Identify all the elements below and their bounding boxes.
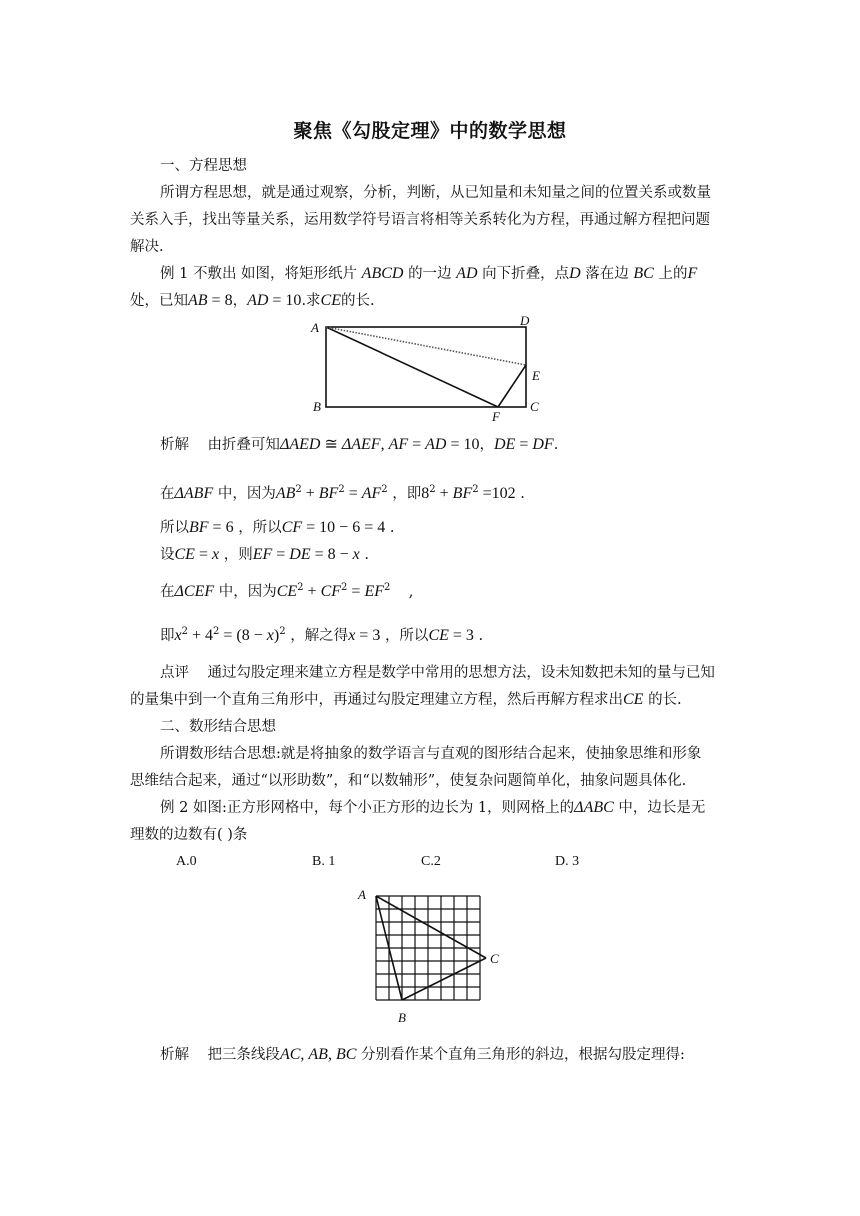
fig1-label-e: E (532, 368, 540, 383)
fig2-label-b: B (398, 1010, 406, 1025)
paragraph-1-line-3: 解决. (130, 239, 164, 255)
solution-2-line-1: 析解 把三条线段AC, AB, BC 分别看作某个直角三角形的斜边，根据勾股定理得: (160, 1046, 685, 1063)
paragraph-1-line-1: 所谓方程思想，就是通过观察，分析，判断，从已知量和未知量之间的位置关系或数量 (160, 185, 711, 201)
option-c: C.2 (421, 854, 441, 869)
square-grid (376, 896, 480, 1000)
section-heading-1: 一、方程思想 (160, 158, 247, 174)
option-d: D. 3 (555, 854, 580, 869)
example-2-line-1: 例 2 如图:正方形网格中，每个小正方形的边长为 1，则网格上的ΔABC 中，边长是无 (160, 799, 706, 816)
comment-line-1: 点评 通过勾股定理来建立方程是数学中常用的思想方法，设未知数把未知的量与已知 (160, 665, 715, 681)
fig1-label-b: B (313, 399, 321, 414)
fig1-label-a: A (311, 320, 319, 335)
fig2-label-c: C (490, 951, 499, 966)
solution-1-line-2: 在ΔABF 中，因为$AB^2 + BF^2 = AF^2$ ，即$8^2 + BF^2 =102$ . (160, 484, 525, 502)
segment-fe (498, 365, 526, 407)
segment-ae (326, 327, 526, 365)
rectangle-abcd (326, 327, 526, 407)
option-a: A.0 (176, 854, 197, 869)
fig1-label-d: D (520, 313, 530, 328)
example-2-line-2: 理数的边数有( )条 (130, 827, 248, 843)
example-1-line-1: 例 1 不敷出 如图，将矩形纸片 ABCD 的一边 AD 向下折叠，点D 落在边 BC 上的F (160, 265, 698, 282)
solution-1-line-6: 即$x^2 + 4^2 = (8 - x)^2$ ，解之得x = 3 ，所以CE = 3 . (160, 626, 484, 644)
paragraph-2-line-2: 思维结合起来，通过“以形助数”，和“以数辅形”，使复杂问题简单化，抽象问题具体化. (130, 773, 687, 789)
rectangle-fold-figure (308, 313, 548, 423)
solution-1-line-4: 设CE = x ，则EF = DE = 8 − x . (160, 546, 369, 563)
fig1-label-c: C (530, 399, 539, 414)
solution-1-line-3: 所以BF = 6 ，所以CF = 10 − 6 = 4 . (160, 519, 395, 536)
grid-triangle-figure (350, 882, 510, 1028)
option-b: B. 1 (312, 854, 336, 869)
fig2-label-a: A (358, 887, 366, 902)
paragraph-1-line-2: 关系入手，找出等量关系，运用数学符号语言将相等关系转化为方程，再通过解方程把问题 (130, 212, 710, 228)
solution-1-line-1: 析解 由折叠可知ΔAED ≅ ΔAEF, AF = AD = 10，DE = DF. (160, 436, 559, 453)
comment-line-2: 的量集中到一个直角三角形中，再通过勾股定理建立方程，然后再解方程求出CE 的长. (130, 691, 682, 708)
segment-af (326, 327, 498, 407)
page-title: 聚焦《勾股定理》中的数学思想 (293, 120, 567, 142)
example-1-line-2: 处，已知AB = 8，AD = 10.求CE的长. (130, 292, 375, 309)
fig1-label-f: F (492, 409, 500, 423)
section-heading-2: 二、数形结合思想 (160, 719, 276, 735)
paragraph-2-line-1: 所谓数形结合思想:就是将抽象的数学语言与直观的图形结合起来，使抽象思维和形象 (160, 746, 702, 762)
solution-1-line-5: 在ΔCEF 中，因为$CE^2 + CF^2 = EF^2$ , (160, 582, 414, 600)
